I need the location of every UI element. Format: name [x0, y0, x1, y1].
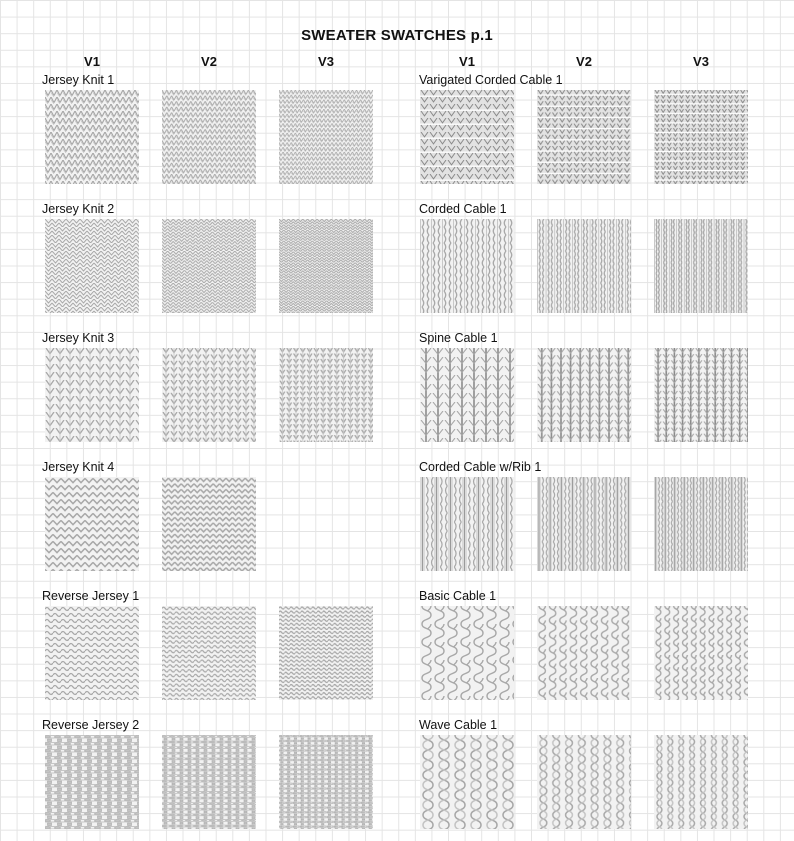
swatch-pattern-graphic — [654, 735, 748, 829]
swatch-rib-v3 — [279, 348, 373, 442]
swatch-wavecable-v2 — [537, 735, 631, 829]
swatch-pattern-graphic — [537, 90, 631, 184]
swatch-pattern-graphic — [279, 348, 373, 442]
swatch-pattern-graphic — [45, 477, 139, 571]
swatch-brick-v2 — [162, 735, 256, 829]
row-label: Spine Cable 1 — [419, 331, 498, 345]
swatch-varigated-v2 — [537, 90, 631, 184]
swatch-rib-v1 — [45, 348, 139, 442]
swatch-purl-v3 — [279, 606, 373, 700]
swatch-corded-v3 — [654, 219, 748, 313]
swatch-pattern-graphic — [162, 735, 256, 829]
swatch-jersey-v-v2 — [162, 90, 256, 184]
swatch-wavecable-v3 — [654, 735, 748, 829]
swatch-pattern-graphic — [654, 606, 748, 700]
swatch-pattern-graphic — [279, 90, 373, 184]
swatch-corded-v1 — [420, 219, 514, 313]
row-label: Jersey Knit 3 — [42, 331, 115, 345]
swatch-zigzag-v1 — [45, 477, 139, 571]
swatch-herringbone-v2 — [162, 219, 256, 313]
swatch-purl-v2 — [162, 606, 256, 700]
swatch-spine-v2 — [537, 348, 631, 442]
swatch-pattern-graphic — [537, 477, 631, 571]
right-column-header-v2: V2 — [576, 54, 592, 69]
swatch-pattern-graphic — [162, 348, 256, 442]
right-column-header-v1: V1 — [459, 54, 475, 69]
swatch-pattern-graphic — [45, 348, 139, 442]
swatch-brick-v3 — [279, 735, 373, 829]
swatch-pattern-graphic — [654, 219, 748, 313]
swatch-pattern-graphic — [279, 606, 373, 700]
swatch-pattern-graphic — [420, 477, 514, 571]
row-label: Jersey Knit 2 — [42, 202, 115, 216]
swatch-pattern-graphic — [420, 90, 514, 184]
swatch-pattern-graphic — [654, 90, 748, 184]
row-label: Wave Cable 1 — [419, 718, 498, 732]
right-column-header-v3: V3 — [693, 54, 709, 69]
swatch-pattern-graphic — [537, 735, 631, 829]
swatch-pattern-graphic — [45, 735, 139, 829]
swatch-pattern-graphic — [537, 606, 631, 700]
empty-swatch-slot — [279, 477, 373, 571]
swatch-corded-v2 — [537, 219, 631, 313]
swatch-pattern-graphic — [420, 348, 514, 442]
swatch-jersey-v-v3 — [279, 90, 373, 184]
swatch-basiccable-v3 — [654, 606, 748, 700]
swatch-rib-v2 — [162, 348, 256, 442]
swatch-pattern-graphic — [162, 219, 256, 313]
swatch-varigated-v1 — [420, 90, 514, 184]
swatch-spine-v3 — [654, 348, 748, 442]
swatch-pattern-graphic — [654, 348, 748, 442]
swatch-jersey-v-v1 — [45, 90, 139, 184]
swatch-pattern-graphic — [45, 219, 139, 313]
swatch-pattern-graphic — [45, 606, 139, 700]
left-column-header-v3: V3 — [318, 54, 334, 69]
swatch-purl-v1 — [45, 606, 139, 700]
row-label: Jersey Knit 1 — [42, 73, 115, 87]
page-title: SWEATER SWATCHES p.1 — [301, 27, 493, 44]
swatch-herringbone-v1 — [45, 219, 139, 313]
row-label: Jersey Knit 4 — [42, 460, 115, 474]
swatch-spine-v1 — [420, 348, 514, 442]
swatch-pattern-graphic — [537, 348, 631, 442]
swatch-varigated-v3 — [654, 90, 748, 184]
row-label: Corded Cable 1 — [419, 202, 507, 216]
swatch-basiccable-v2 — [537, 606, 631, 700]
row-label: Reverse Jersey 1 — [42, 589, 140, 603]
swatch-pattern-graphic — [420, 735, 514, 829]
swatch-pattern-graphic — [162, 477, 256, 571]
swatch-wavecable-v1 — [420, 735, 514, 829]
swatch-cordedrib-v2 — [537, 477, 631, 571]
swatch-pattern-graphic — [162, 606, 256, 700]
swatch-basiccable-v1 — [420, 606, 514, 700]
swatch-cordedrib-v1 — [420, 477, 514, 571]
swatch-herringbone-v3 — [279, 219, 373, 313]
swatch-cordedrib-v3 — [654, 477, 748, 571]
swatch-zigzag-v2 — [162, 477, 256, 571]
row-label: Reverse Jersey 2 — [42, 718, 140, 732]
swatch-pattern-graphic — [537, 219, 631, 313]
swatch-pattern-graphic — [654, 477, 748, 571]
row-label: Corded Cable w/Rib 1 — [419, 460, 542, 474]
swatch-pattern-graphic — [420, 219, 514, 313]
swatch-pattern-graphic — [420, 606, 514, 700]
left-column-header-v1: V1 — [84, 54, 100, 69]
swatch-pattern-graphic — [279, 735, 373, 829]
row-label: Basic Cable 1 — [419, 589, 497, 603]
swatch-pattern-graphic — [45, 90, 139, 184]
row-label: Varigated Corded Cable 1 — [419, 73, 563, 87]
swatch-pattern-graphic — [162, 90, 256, 184]
left-column-header-v2: V2 — [201, 54, 217, 69]
swatch-pattern-graphic — [279, 219, 373, 313]
swatch-brick-v1 — [45, 735, 139, 829]
